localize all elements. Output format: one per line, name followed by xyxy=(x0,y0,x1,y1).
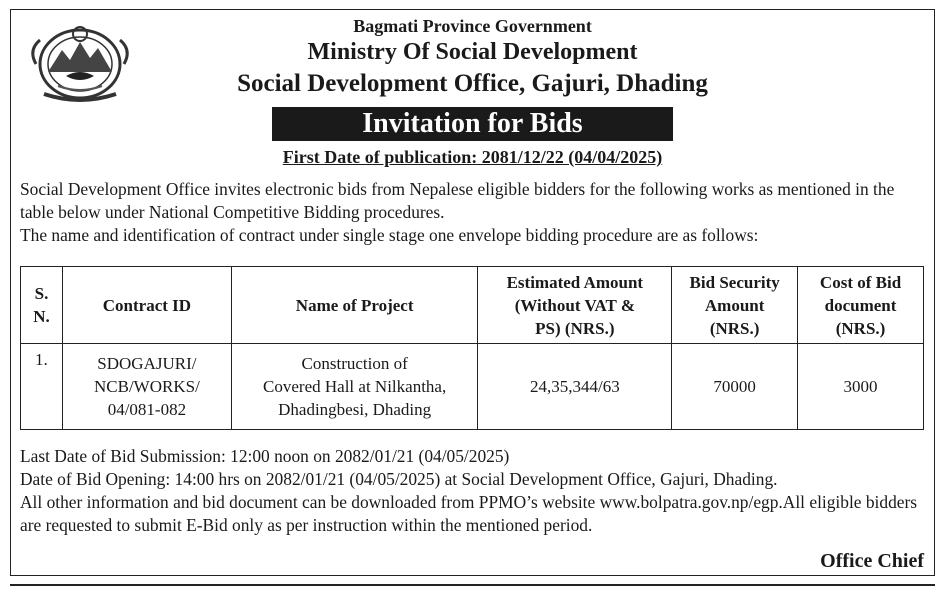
table-row xyxy=(21,344,924,430)
header-document-cost: Cost of Bid document (NRS.) xyxy=(798,267,924,344)
intro-paragraph-2: The name and identification of contract under single stage one envelope bidding procedure are as follows: xyxy=(20,225,759,245)
intro-text xyxy=(20,178,925,247)
province-heading: Bagmati Province Government xyxy=(353,16,592,36)
publication-date: First Date of publication: 2081/12/22 (04/04/2025) xyxy=(282,147,663,167)
cell-contract-id: SDOGAJURI/ NCB/WORKS/ 04/081-082 xyxy=(62,344,231,430)
header-contract-id: Contract ID xyxy=(62,267,231,344)
header-project-name: Name of Project xyxy=(231,267,478,344)
intro-paragraph-1: Social Development Office invites electronic bids from Nepalese eligible bidders for the following works as mentioned in the table below under National Competitive Bidding procedures. xyxy=(20,179,895,222)
bid-opening-info: Date of Bid Opening: 14:00 hrs on 2082/01/21 (04/05/2025) at Social Development Office, Gajuri, Dhading. xyxy=(20,469,778,489)
header-bid-security: Bid Security Amount (NRS.) xyxy=(672,267,798,344)
header-estimated-amount: Estimated Amount (Without VAT & PS) (NRS.) xyxy=(478,267,672,344)
header-serial-number: S. N. xyxy=(21,267,63,344)
bids-table xyxy=(20,266,924,430)
office-heading: Social Development Office, Gajuri, Dhading xyxy=(237,70,708,97)
download-info: All other information and bid document can be downloaded from PPMO’s website www.bolpatra.gov.np/egp.All eligible bidders are requested to submit E-Bid only as per instruction within the mentioned period. xyxy=(20,492,918,535)
bottom-divider xyxy=(10,584,935,586)
submission-deadline: Last Date of Bid Submission: 12:00 noon on 2082/01/21 (04/05/2025) xyxy=(20,446,510,466)
cell-project-name: Construction of Covered Hall at Nilkantha, Dhadingbesi, Dhading xyxy=(231,344,478,430)
cell-document-cost: 3000 xyxy=(798,344,924,430)
table-header-row xyxy=(21,267,924,344)
ministry-heading: Ministry Of Social Development xyxy=(307,39,638,65)
office-chief-signoff: Office Chief xyxy=(820,550,924,572)
cell-bid-security: 70000 xyxy=(672,344,798,430)
footer-text xyxy=(20,445,930,537)
cell-estimated-amount: 24,35,344/63 xyxy=(478,344,672,430)
cell-serial-number: 1. xyxy=(21,344,63,430)
invitation-banner: Invitation for Bids xyxy=(272,107,673,141)
